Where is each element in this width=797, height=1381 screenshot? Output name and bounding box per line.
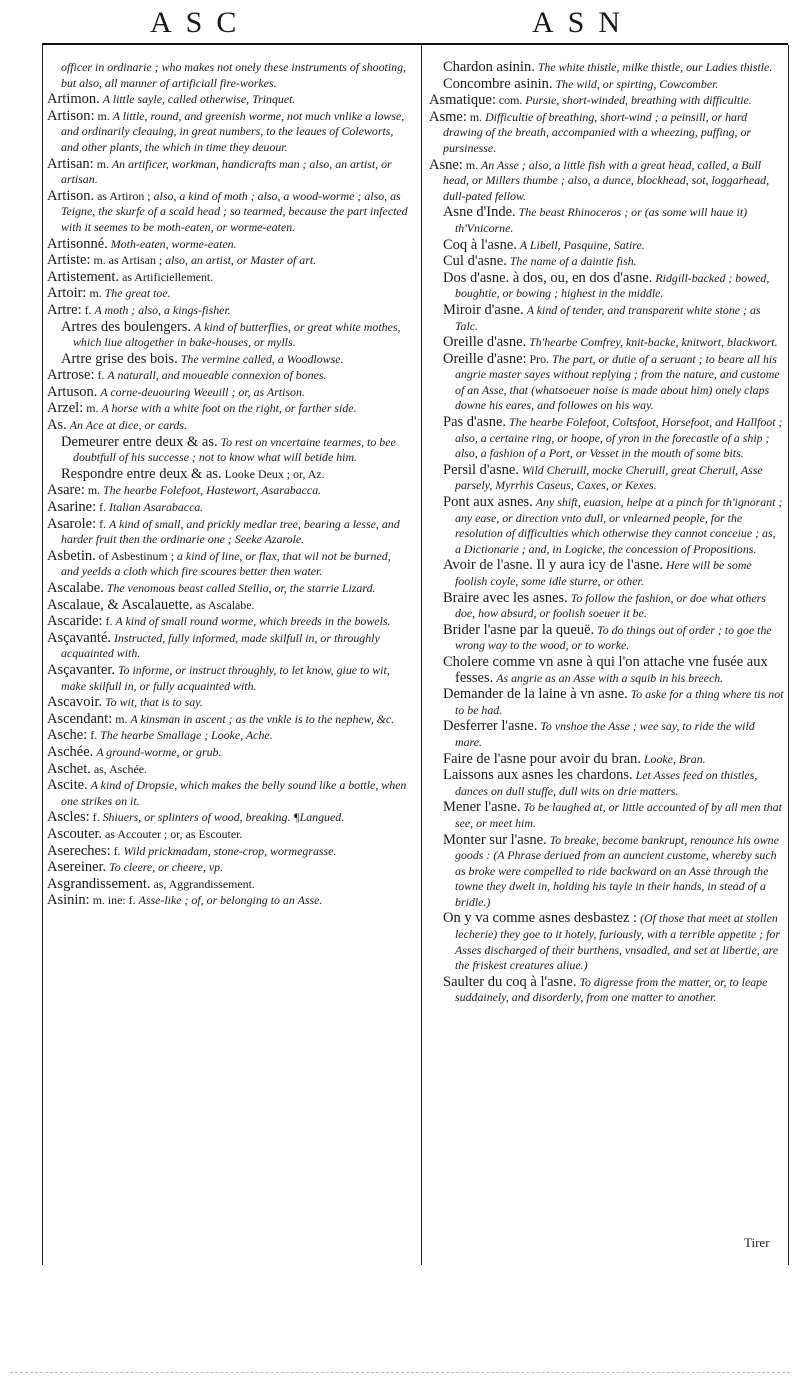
definition: Wild Cheruill, mocke Cheruill, great Cheruil, Asse parsely, Myrrhis Caseus, Caxes, or Kexes. <box>455 462 763 493</box>
headword: Chardon asinin. <box>443 59 535 75</box>
headword: Ascavoir. <box>47 694 103 711</box>
grammar-note: m. <box>97 108 110 123</box>
dictionary-entry <box>429 60 784 76</box>
dictionary-entry <box>47 286 410 302</box>
headword: Artuson. <box>47 383 98 400</box>
grammar-note: as Ascalabe. <box>195 597 255 612</box>
dictionary-entry <box>429 833 784 911</box>
grammar-note: f. <box>99 500 107 515</box>
dictionary-entry <box>47 598 410 614</box>
running-head-right: ASN <box>532 6 635 39</box>
headword: Asbetin. <box>47 547 96 564</box>
definition: The beast Rhinoceros ; or (as some will haue it) th'Vnicorne. <box>455 205 748 235</box>
dictionary-entry <box>429 591 784 622</box>
dictionary-entry <box>429 655 784 686</box>
scan-edge-line <box>10 1372 790 1373</box>
headword: Coq à l'asne. <box>443 236 517 253</box>
headword: Asereiner. <box>47 859 107 876</box>
headword: Ascles: <box>47 809 90 826</box>
dictionary-entry <box>429 768 784 799</box>
dictionary-entry <box>47 253 410 269</box>
headword: Asgrandissement. <box>47 875 151 892</box>
headword: Asche: <box>47 727 88 744</box>
definition: A kind of small round worme, which breeds in the bowels. <box>115 614 391 629</box>
definition: Wild prickmadam, stone-crop, wormegrasse. <box>123 843 337 858</box>
right-border-rule <box>788 45 789 1265</box>
headword: Pas d'asne. <box>443 414 507 431</box>
headword: Pont aux asnes. <box>443 494 533 511</box>
headword: Faire de l'asne pour avoir du bran. <box>443 750 641 767</box>
dictionary-entry <box>429 254 784 270</box>
headword: Demeurer entre deux & as. <box>61 433 218 450</box>
headword: Monter sur l'asne. <box>443 831 547 848</box>
dictionary-entry <box>47 877 410 893</box>
definition: also, an artist, or Master of art. <box>165 253 317 268</box>
right-column <box>429 60 784 1007</box>
definition: The hearbe Smallage ; Looke, Ache. <box>100 728 273 743</box>
grammar-note: f. <box>99 516 107 531</box>
headword: Ascaride: <box>47 613 103 630</box>
definition: A kinsman in ascent ; as the vnkle is to the nephew, &c. <box>130 711 395 726</box>
dictionary-entry <box>429 495 784 557</box>
grammar-note: m. <box>115 711 128 726</box>
dictionary-entry <box>47 418 410 434</box>
definition: To wit, that is to say. <box>105 695 203 710</box>
dictionary-entry <box>47 401 410 417</box>
definition: Here will be some foolish coyle, some idle sturre, or other. <box>455 558 752 588</box>
dictionary-entry <box>429 800 784 831</box>
definition: The hearbe Folefoot, Coltsfoot, Horsefoot, and Hallfoot ; also, a certaine ring, or hoope, of yron in the forecastle of a ship ; also, a fashion of a Port, or Vesset in the mouth of some bits. <box>455 415 783 461</box>
headword: Concombre asinin. <box>443 75 553 92</box>
headword: Asne: <box>429 156 463 173</box>
headword: Artrose: <box>47 367 95 384</box>
dictionary-entry <box>47 549 410 580</box>
grammar-note: m. as Artisan ; <box>93 253 163 268</box>
headword: Artison. <box>47 187 95 204</box>
grammar-note: m. ine: f. <box>92 893 136 908</box>
dictionary-entry <box>429 352 784 414</box>
dictionary-entry <box>429 558 784 589</box>
dictionary-entry <box>429 271 784 302</box>
grammar-note: as, Aschée. <box>93 761 148 776</box>
dictionary-entry <box>47 237 410 253</box>
grammar-note: as Artiron ; <box>97 188 151 203</box>
headword: Artisan: <box>47 155 94 172</box>
dictionary-entry <box>429 911 784 973</box>
definition: Difficultie of breathing, short-wind ; a peinsill, or hard drawing of the breath, accompanied with a wheezing, puffing, or pursinesse. <box>443 109 752 155</box>
dictionary-entry <box>47 517 410 548</box>
dictionary-entry <box>47 500 410 516</box>
headword: Asereches: <box>47 842 111 859</box>
headword: Asne d'Inde. <box>443 204 516 221</box>
definition: Moth-eaten, worme-eaten. <box>110 236 237 251</box>
headword: Avoir de l'asne. Il y aura icy de l'asne. <box>443 557 663 574</box>
definition: An artificer, workman, handicrafts man ; also, an artist, or artisan. <box>61 156 392 187</box>
definition: To do things out of order ; to goe the wrong way to the wood, or to worke. <box>455 622 772 653</box>
dictionary-entry <box>47 614 410 630</box>
dictionary-entry <box>47 631 410 662</box>
headword: Asme: <box>429 108 467 125</box>
definition: To digresse from the matter, or, to leape suddainely, and disorderly, from one matter to another. <box>455 974 768 1005</box>
grammar-note: f. <box>105 614 113 629</box>
headword: Oreille d'asne: <box>443 350 527 367</box>
dictionary-entry <box>429 463 784 494</box>
dictionary-entry <box>429 238 784 254</box>
definition: A ground-worme, or grub. <box>96 744 222 759</box>
headword: Cholere comme vn asne à qui l'on attache vne fusée aux fesses. <box>443 653 768 686</box>
headword: Artistement. <box>47 268 120 285</box>
dictionary-entry <box>47 435 410 466</box>
definition: A little, round, and greenish worme, not much vnlike a lowse, and ordinarily cleauing, in great numbers, to the leaues of Coleworts, and other plants, the which in time they deuour. <box>61 108 405 154</box>
grammar-note: f. <box>92 810 100 825</box>
dictionary-entry <box>47 483 410 499</box>
dictionary-entry <box>429 77 784 93</box>
dictionary-entry <box>429 205 784 236</box>
dictionary-entry <box>429 158 784 205</box>
grammar-note: Pro. <box>529 351 550 366</box>
dictionary-entry <box>47 762 410 778</box>
dictionary-entry <box>47 844 410 860</box>
definition: To cleere, or cheere, vp. <box>109 860 224 875</box>
definition: The wild, or spirting, Cowcomber. <box>555 76 719 91</box>
column-divider <box>421 45 422 1265</box>
headword: Laissons aux asnes les chardons. <box>443 767 633 784</box>
definition: A kind of tender, and transparent white stone ; as Talc. <box>455 302 761 333</box>
dictionary-entry <box>47 303 410 319</box>
headword: Artre grise des bois. <box>61 350 178 367</box>
definition: To vnshoe the Asse ; wee say, to ride the wild mare. <box>455 719 755 749</box>
definition: A little sayle, called otherwise, Trinquet. <box>102 92 296 107</box>
grammar-note: f. <box>84 302 92 317</box>
dictionary-entry <box>47 352 410 368</box>
dictionary-entry <box>47 189 410 236</box>
grammar-note: f. <box>113 843 121 858</box>
grammar-note: f. <box>90 728 98 743</box>
definition: Th'hearbe Comfrey, knit-backe, knitwort, blackwort. <box>529 335 778 350</box>
definition: To follow the fashion, or doe what others doe, how absurd, or foolish soeuer it be. <box>455 590 766 621</box>
dictionary-entry <box>429 93 784 109</box>
headword: Artison: <box>47 107 95 124</box>
headword: Dos d'asne. à dos, ou, en dos d'asne. <box>443 269 653 286</box>
definition: The white thistle, milke thistle, our Ladies thistle. <box>537 60 773 74</box>
definition: A kind of Dropsie, which makes the belly sound like a bottle, when one strikes on it. <box>61 778 407 808</box>
dictionary-entry <box>47 157 410 188</box>
catchword: Tirer <box>744 1235 770 1250</box>
definition: A kind of small, and prickly medlar tree, bearing a lesse, and harder fruit then the ordinarie one ; Seeke Azarole. <box>61 516 400 547</box>
grammar-note: Looke Deux ; or, Az. <box>224 466 325 481</box>
headword: Ascalaue, & Ascalauette. <box>47 596 193 613</box>
headword: Ascite. <box>47 777 88 794</box>
headword: Persil d'asne. <box>443 461 519 478</box>
dictionary-entry <box>47 695 410 711</box>
headword: Asinin: <box>47 892 90 909</box>
definition: officer in ordinarie ; who makes not onely these instruments of shooting, but also, all manner of artificiall fire-workes. <box>61 60 407 90</box>
definition: To aske for a thing where tis not to be had. <box>455 687 784 717</box>
definition: A horse with a white foot on the right, or farther side. <box>101 401 357 416</box>
headword: Brider l'asne par la queuë. <box>443 621 595 638</box>
definition: Pursie, short-winded, breathing with difficultie. <box>525 93 752 108</box>
headword: Demander de la laine à vn asne. <box>443 686 628 703</box>
definition: To breake, become bankrupt, renounce his owne goods : (A Phrase deriued from an auncient custome, whereby such as broke were compelled to ride backward on an Asse through the towne they dwelt in, holding his tayle in their hands, in stead of a bridle.) <box>455 832 779 909</box>
headword: Oreille d'asne. <box>443 334 527 351</box>
headword: Artisonné. <box>47 235 108 252</box>
grammar-note: of Asbestinum ; <box>98 548 175 563</box>
header-rule <box>42 43 788 45</box>
definition: Let Asses feed on thistles, dances on dull stuffe, dull wits on drie matters. <box>455 768 758 798</box>
headword: Cul d'asne. <box>443 253 507 270</box>
headword: Mener l'asne. <box>443 799 521 816</box>
grammar-note: m. <box>469 109 483 124</box>
dictionary-entry <box>47 728 410 744</box>
definition: also, a kind of moth ; also, a wood-worme ; also, as Teigne, the skurfe of a scald head ; so tearmed, because the part infected with it seemes to be moth-eaten, or worme-eaten. <box>61 188 408 234</box>
left-column <box>47 60 410 910</box>
headword: Arzel: <box>47 400 84 417</box>
headword: Asçavanté. <box>47 629 112 646</box>
grammar-note: m. <box>86 401 99 416</box>
definition: Instructed, fully informed, made skilfull in, or throughly acquainted with. <box>61 630 380 661</box>
dictionary-entry <box>47 60 410 91</box>
headword: Ascendant: <box>47 710 113 727</box>
grammar-note: as Artificiellement. <box>122 269 214 284</box>
headword: As. <box>47 417 67 434</box>
definition: The venomous beast called Stellio, or, the starrie Lizard. <box>106 581 376 595</box>
definition: Ridgill-backed ; bowed, boughtie, or bowing ; highest in the middle. <box>455 270 770 301</box>
definition: The part, or dutie of a seruant ; to beare all his angrie master sayes without replying ; from the nature, and custome of an Asse, that (whatsoeuer noise is made about him) onely claps downe his eares, and followes on his way. <box>455 351 780 413</box>
headword: On y va comme asnes desbastez : <box>443 910 638 927</box>
definition: An Ace at dice, or cards. <box>69 418 187 433</box>
dictionary-entry <box>429 719 784 750</box>
grammar-note: as, Aggrandissement. <box>153 876 255 891</box>
definition: (Of those that meet at stollen lecherie) they goe to it hotely, furiously, with a terrible appetite ; for Asses discharged of their burthens, vnsadled, and set at libertie, are the friskest creatures aliue.) <box>455 911 780 973</box>
headword: Artres des boulengers. <box>61 318 192 335</box>
dictionary-entry <box>47 893 410 909</box>
definition: As angrie as an Asse with a squib in his breech. <box>496 670 724 685</box>
definition: Looke, Bran. <box>643 751 706 766</box>
definition: To rest on vncertaine tearmes, to bee doubtfull of his successe ; not to know what will betide him. <box>73 434 396 465</box>
dictionary-entry <box>47 467 410 483</box>
headword: Aschée. <box>47 743 94 760</box>
definition: Any shift, euasion, helpe at a pinch for th'ignorant ; any ease, or direction vnto dull, or vnlearned people, for the resolution of difficulties which otherwise they cannot conceiue ; as, a Dictionarie ; and, in Logicke, the concession of Propositions. <box>455 495 783 556</box>
headword: Artimon. <box>47 91 100 108</box>
definition: A naturall, and moueable connexion of bones. <box>107 368 327 383</box>
headword: Asarole: <box>47 515 97 532</box>
definition: A Libell, Pasquine, Satire. <box>519 237 645 252</box>
headword: Ascouter. <box>47 825 103 842</box>
headword: Asçavanter. <box>47 661 116 678</box>
dictionary-entry <box>429 415 784 462</box>
running-head-left: ASC <box>150 6 251 39</box>
dictionary-entry <box>47 827 410 843</box>
grammar-note: f. <box>97 368 105 383</box>
definition: To be laughed at, or little accounted of by all men that see, or meet him. <box>455 800 782 830</box>
left-border-rule <box>42 45 43 1265</box>
headword: Miroir d'asne. <box>443 301 524 318</box>
grammar-note: m. <box>87 483 101 498</box>
dictionary-entry <box>47 92 410 108</box>
dictionary-entry <box>429 335 784 351</box>
dictionary-entry <box>47 320 410 351</box>
grammar-note: m. <box>465 157 479 172</box>
definition: A moth ; also, a kings-fisher. <box>94 302 231 317</box>
dictionary-entry <box>429 975 784 1006</box>
dictionary-entry <box>47 860 410 876</box>
grammar-note: m. <box>96 156 109 171</box>
grammar-note: m. <box>89 286 102 301</box>
dictionary-entry <box>47 368 410 384</box>
dictionary-entry <box>47 712 410 728</box>
headword: Artre: <box>47 301 82 318</box>
headword: Artiste: <box>47 252 91 269</box>
definition: Italian Asarabacca. <box>109 500 204 515</box>
dictionary-entry <box>47 270 410 286</box>
headword: Asarine: <box>47 499 97 516</box>
dictionary-entry <box>429 752 784 768</box>
headword: Asare: <box>47 482 85 499</box>
headword: Aschet. <box>47 760 91 777</box>
headword: Braire avec les asnes. <box>443 589 568 606</box>
definition: The vermine called, a Woodlowse. <box>180 351 344 366</box>
dictionary-entry <box>47 663 410 694</box>
definition: The hearbe Folefoot, Hastewort, Asarabacca. <box>103 483 322 498</box>
dictionary-entry <box>47 745 410 761</box>
dictionary-entry <box>47 810 410 826</box>
headword: Ascalabe. <box>47 580 104 596</box>
dictionary-entry <box>47 385 410 401</box>
definition: A corne-deuouring Weeuill ; or, as Artison. <box>100 384 305 399</box>
definition: The name of a daintie fish. <box>509 254 637 269</box>
headword: Saulter du coq à l'asne. <box>443 973 577 990</box>
definition: An Asse ; also, a little fish with a great head, called, a Bull head, or Millers thumbe ; also, a dunce, blockhead, sot, loggarhead, dull-pated fellow. <box>443 157 770 203</box>
dictionary-entry <box>47 778 410 809</box>
dictionary-entry <box>47 109 410 156</box>
definition: a kind of line, or flax, that wil not be burned, and yeelds a cloth which fire scoures better then water. <box>61 548 391 579</box>
headword: Respondre entre deux & as. <box>61 465 222 482</box>
definition: A kind of butterflies, or great white mothes, which liue altogether in bake-houses, or mylls. <box>73 319 401 350</box>
definition: To informe, or instruct throughly, to let know, giue to wit, make skilfull in, or fully acquainted with. <box>61 662 390 693</box>
grammar-note: as Accouter ; or, as Escouter. <box>105 826 243 841</box>
headword: Asmatique: <box>429 92 496 109</box>
dictionary-entry <box>429 110 784 157</box>
grammar-note: com. <box>498 93 523 108</box>
dictionary-entry <box>429 303 784 334</box>
dictionary-entry <box>47 581 410 597</box>
dictionary-entry <box>429 687 784 718</box>
definition: The great toe. <box>104 286 171 301</box>
headword: Desferrer l'asne. <box>443 718 538 735</box>
definition: Asse-like ; of, or belonging to an Asse. <box>138 893 323 908</box>
headword: Artoir: <box>47 285 87 302</box>
definition: Shiuers, or splinters of wood, breaking. ¶Langued. <box>102 810 345 825</box>
dictionary-entry <box>429 623 784 654</box>
